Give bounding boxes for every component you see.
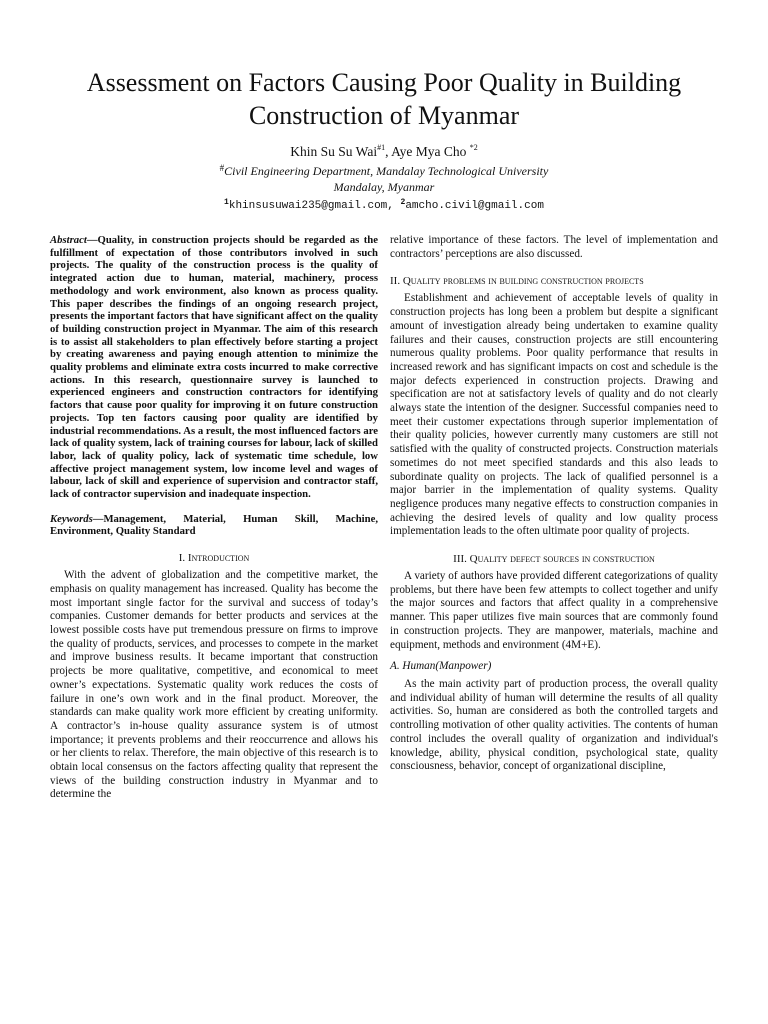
keywords-body: —Management, Material, Human Skill, Machine, Environment, Quality Standard (50, 512, 378, 538)
abstract-lead: Abstract (50, 234, 87, 246)
email-1-mark: 1 (224, 198, 229, 207)
affiliation-line-2: Mandalay, Myanmar (333, 180, 435, 194)
subsection-a-heading: A. Human(Manpower) (390, 660, 492, 673)
author-separator: , (385, 144, 392, 159)
section-2-heading: II. Quality problems in building construction projects (390, 275, 644, 288)
email-2[interactable]: amcho.civil@gmail.com (405, 200, 544, 212)
author-1-mark: #1 (377, 143, 386, 152)
section-1-heading: I. Introduction (178, 552, 250, 565)
author-line (0, 143, 768, 161)
keywords (50, 513, 378, 538)
affiliation-line-1: Civil Engineering Department, Mandalay Technological University (224, 164, 549, 178)
email-2-mark: 2 (400, 198, 406, 207)
paper-title: Assessment on Factors Causing Poor Quality in Building Construction of Myanmar (86, 68, 682, 130)
abstract-body: —Quality, in construction projects should be regarded as the fulfillment of expectation of those contributors involved in such projects. The quality of the construction process is the quality of integrated action due to human, material, machinery, process methodology and work environment, also known as process quality. This paper describes the findings of an ongoing research project, presents the important factors that have significant affect on the quality of building construction project in Myanmar. The aim of this research is to assist all stakeholders to plan effectively before starting a project by creating awareness and paying enough attention to minimize the quality problems and eliminate extra costs incurred to make corrective actions. In this research, questionnaire survey is launched to experienced engineers and construction contractors for identifying factors that cause poor quality for improving it on future construction projects. Top ten factors causing poor quality are identified by industrial recommendations. As a result, the most influenced factors are lack of quality system, lack of training courses for labour, lack of skilled labor, lack of quality policy, lack of systematic time schedule, low affective project management system, low income level and wages of labour, lack of skill and experience of supervision and contractor staff, lack of contractor supervision and inadequate inspection. (50, 234, 378, 501)
author-1-name: Khin Su Su Wai (290, 144, 378, 159)
continuation-paragraph: relative importance of these factors. The level of implementation and contractors’ perceptions are also discussed. (390, 234, 718, 260)
author-2-name: Aye Mya Cho (391, 144, 467, 159)
affiliation-mark: # (219, 163, 225, 173)
abstract (50, 234, 378, 501)
email-line (0, 198, 768, 214)
keywords-lead: Keywords (50, 512, 93, 525)
section-2-body: Establishment and achievement of acceptable levels of quality in construction projects has long been a problem but despite a significant amount of investigation already being undertaken to examine quality failures and their causes, construction projects are still encountering numerous quality problems. Poor quality performance that results in increased rework and has significant impacts on cost and schedule is the major defects experienced in construction projects. Drawing and specification are not at satisfactory levels of quality and do not clearly always state the intention of the designer. Successful companies need to meet their customer expectations through superior implementation of their quality policies, however currently many customers are still not satisfied with the quality of constructed projects. Construction materials sometimes do not meet specified standards and this also leads to subordinate quality on projects. The lack of qualified personnel is a major barrier in the implementation of quality systems. Quality negligence produces many negative effects to construction companies in achieving the desired levels of quality and low quality process implementation leads to the often ultimate poor quality of projects. (390, 292, 718, 538)
left-column (50, 234, 378, 802)
section-1-body: With the advent of globalization and the competitive market, the emphasis on quality management has increased. Quality has become the most important single factor for the survival and success of today’s companies. Customer demands for better products and services at the lowest possible costs have put tremendous pressure on firms to improve the quality of products, services, and processes to compete in the market and improve business results. It became important that construction projects be more qualitative, competitive, and economical to meet owner’s expectations. Systematic quality work reduces the costs of failure in one’s own work and in the final product. Moreover, the standards can make quality work more efficient by creating uniformity. A contractor’s in-house quality assurance system is of utmost importance; it prevents problems and their reoccurrence and allows his or her clients to relax. Therefore, the main objective of this research is to obtain local consensus on the factors affecting quality that represent the views of the building construction industry in Myanmar and to determine the (50, 569, 378, 801)
author-2-mark: *2 (469, 143, 478, 152)
subsection-a-body: As the main activity part of production process, the overall quality and individual ability of human will determine the results of all quality activities. So, human are considered as both the controlled targets and controlling motivation of other quality activities. The contents of human control includes the overall quality of organization and individual's knowledge, ability, physical condition, psychological state, quality consciousness, behavior, concept of organizational discipline, (390, 677, 718, 773)
right-column (390, 234, 718, 774)
email-1[interactable]: khinsusuwai235@gmail.com, (228, 200, 394, 212)
section-3-heading: III. Quality defect sources in construction (453, 553, 655, 566)
affiliation (0, 163, 768, 195)
section-3-body: A variety of authors have provided different categorizations of quality problems, but there have been few attempts to collect together and unify the major sources and factors that affect quality in a comprehensive manner. This paper utilizes five main sources that are commonly found in construction projects. They are manpower, materials, machine and equipment, methods and environment (4M+E). (390, 570, 718, 651)
